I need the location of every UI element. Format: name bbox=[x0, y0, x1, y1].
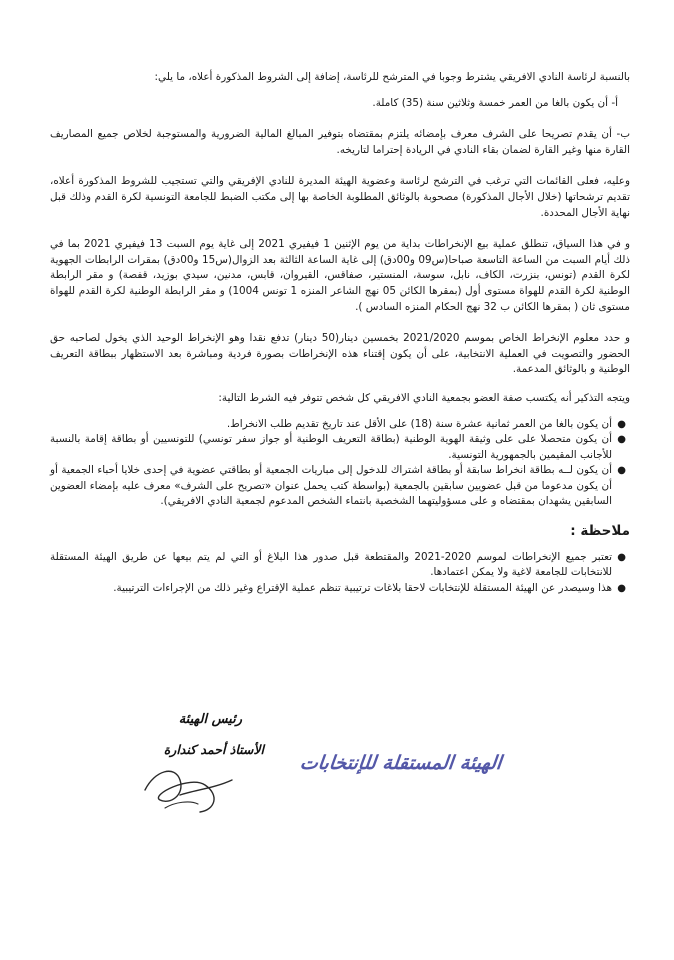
notes-list bbox=[50, 550, 630, 597]
bullet-icon: ● bbox=[617, 551, 626, 563]
bullet-icon: ● bbox=[617, 582, 626, 594]
condition-declaration: ب- أن يقدم تصريحا على الشرف معرف بإمضائه يلتزم بمقتضاه بتوفير المبالغ المالية الضرورية والمستوجبة لخلاص جميع المصاريف القارة منها وغير القارة لضمان بقاء النادي في الريادة إحتراما لتاريخه. bbox=[50, 128, 630, 156]
note-heading: ملاحظة : bbox=[570, 523, 630, 540]
bullet-icon: ● bbox=[617, 465, 626, 477]
membership-sale-paragraph: و في هذا السياق، تنطلق عملية بيع الإنخراطات بداية من يوم الإثنين 1 فيفيري 2021 إلى غاية يوم السبت 13 فيفيري 2021 بما في ذلك أيام السبت من الساعة التاسعة صباحا(س09 و00دق) إلى غاية الساعة الثالثة بعد الزوال(س15 و00دق) بمقرات الرابطات الجهوية لكرة القدم (تونس، بنزرت، الكاف، نابل، سوسة، المنستير، صفاقس، القيروان، قابس، مدنين، سيدي بوزيد، قفصة) و مقر الرابطة الوطنية لكرة القدم للهواة مستوى أول (بمقرها الكائن 05 نهج الشاعر المنزه 1 تونس 1004) و مقر الرابطة الوطنية لكرة القدم للهواة مستوى ثان ( بمقرها الكائن ب 32 نهج الحكام المنزه السادس ). bbox=[50, 238, 631, 313]
bullet-icon: ● bbox=[617, 434, 626, 446]
signatory-name: الأستاذ أحمد كندارة bbox=[163, 742, 264, 757]
handwritten-signature bbox=[120, 750, 250, 820]
document-body bbox=[50, 70, 630, 596]
intro-paragraph: بالنسبة لرئاسة النادي الافريقي يشترط وجوبا في المترشح للرئاسة، إضافة إلى الشروط المذكورة أعلاه، ما يلي: bbox=[154, 71, 630, 83]
membership-fee-paragraph: و حدد معلوم الإنخراط الخاص بموسم 2021/2020 بخمسين دينار(50 دينار) تدفع نقدا وهو الإنخراط الوحيد الذي يخول لصاحبه حق الحضور والتصويت في العملية الانتخابية، على أن يكون إقتناء هذه الإنخراطات بصورة فردية ومباشرة بعد الاستظهار ببطاقة التعريف الوطنية و بالوثائق المدعمة. bbox=[50, 332, 630, 376]
membership-conditions-intro: ويتجه التذكير أنه يكتسب صفة العضو بجمعية النادي الافريقي كل شخص تتوفر فيه الشرط التالية: bbox=[218, 391, 630, 404]
list-item: ● أن يكون لــه بطاقة انخراط سابقة أو بطاقة اشتراك للدخول إلى مباريات الجمعية أو بطاقتي عضوية في إحدى خلايا أحباء الجمعية أو أن يكون مدعوما من قبل عضويين سابقين بالجمعية (بواسطة كتب يحمل عنوان «تصريح على الشرف» معرف عليه بإمضاء العضوين السابقين يشهدان بمقتضاه و على مسؤوليتهما الشخصية بانتماء الشخص المدعوم لجمعية النادي الافريقي). bbox=[50, 464, 626, 508]
condition-age: أ- أن يكون بالغا من العمر خمسة وثلاثين سنة (35) كاملة. bbox=[372, 96, 618, 109]
list-item: ● تعتبر جميع الإنخراطات لموسم 2020-2021 والمقتطعة قبل صدور هذا البلاغ أو التي لم يتم بيعها عن طريق الهيئة المستقلة للانتخابات للجامعة لاغية ولا يمكن اعتمادها. bbox=[50, 550, 626, 579]
candidacy-paragraph: وعليه، فعلى القائمات التي ترغب في الترشح لرئاسة وعضوية الهيئة المديرة للنادي الإفريقي والتي تستجيب للشروط المذكورة أعلاه، تقديم ترشحاتها (خلال الأجال المذكورة) مصحوبة بالوثائق المطلوبة الخاصة بها إلى مكتب الضبط للجامعة التونسية لكرة القدم وذلك قبل نهاية الأجال المحددة. bbox=[50, 175, 630, 219]
authority-stamp: الهيئة المستقلة للإنتخابات bbox=[298, 752, 503, 774]
list-item: ● أن يكون بالغا من العمر ثمانية عشرة سنة (18) على الأقل عند تاريخ تقديم طلب الانخراط. bbox=[50, 417, 630, 433]
list-item: ● هذا وسيصدر عن الهيئة المستقلة للإنتخابات لاحقا بلاغات ترتيبية تنظم عملية الإقتراع وغير ذلك من الإجراءات الترتيبية. bbox=[50, 581, 630, 597]
membership-conditions-list bbox=[50, 417, 630, 511]
bullet-icon: ● bbox=[617, 418, 626, 430]
list-item: ● أن يكون متحصلا على على وثيقة الهوية الوطنية (بطاقة التعريف الوطنية أو جواز سفر تونسي) للتونسيين أو بطاقة إقامة بالنسبة للأجانب المقيمين بالجمهورية التونسية. bbox=[50, 433, 626, 461]
signatory-title: رئيس الهيئة bbox=[178, 712, 242, 727]
